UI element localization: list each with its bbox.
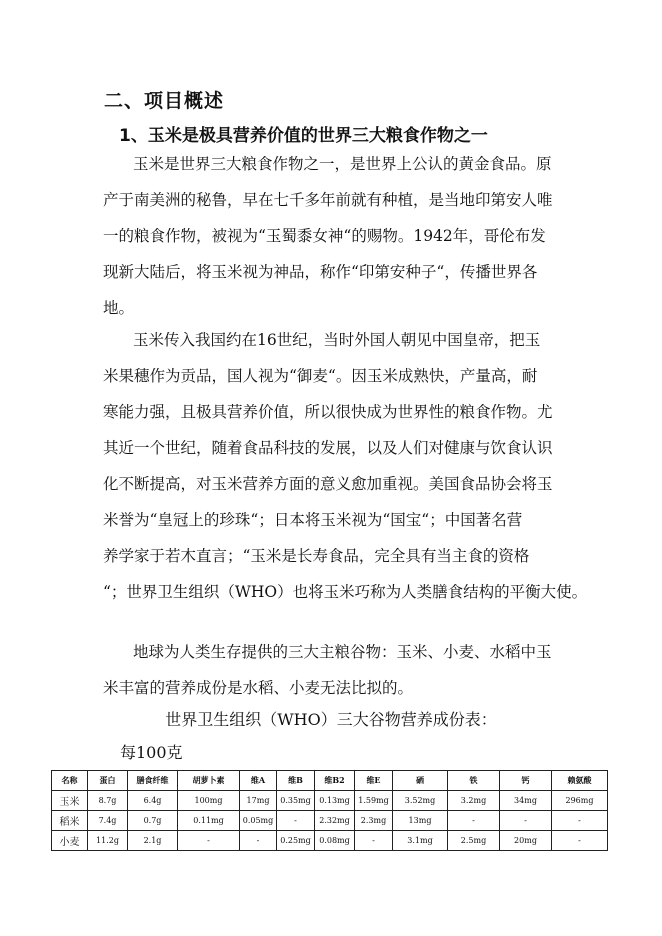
header-cell: 名称 — [52, 771, 88, 791]
table-header-row — [52, 771, 608, 791]
paragraph-line: 养学家于若木直言；“玉米是长寿食品，完全具有当主食的资格 — [103, 547, 530, 565]
paragraph-line: 玉米是世界三大粮食作物之一，是世界上公认的黄金食品。原 — [133, 155, 552, 173]
paragraph-1 — [103, 146, 553, 326]
paragraph-line: 地球为人类生存提供的三大主粮谷物：玉米、小麦、水稻中玉 — [133, 643, 552, 661]
table-cell: 7.4g — [88, 811, 128, 831]
header-cell: 赖氨酸 — [552, 771, 608, 791]
table-row — [52, 831, 608, 851]
table-cell: 0.11mg — [178, 811, 240, 831]
section-title: 二、项目概述 — [104, 90, 225, 112]
table-row — [52, 791, 608, 811]
table-cell: 0.25mg — [277, 831, 315, 851]
table-cell: 17mg — [240, 791, 277, 811]
table-cell: 0.7g — [128, 811, 178, 831]
paragraph-line: 米丰富的营养成份是水稻、小麦无法比拟的。 — [103, 679, 414, 697]
header-cell: 铁 — [448, 771, 500, 791]
table-cell: 2.3mg — [355, 811, 393, 831]
table-cell: 11.2g — [88, 831, 128, 851]
paragraph-line: 现新大陆后，将玉米视为神品，称作“印第安种子“，传播世界各 — [103, 263, 538, 281]
table-cell: - — [178, 831, 240, 851]
table-cell: 3.2mg — [448, 791, 500, 811]
paragraph-line: 米誉为“皇冠上的珍珠“；日本将玉米视为“国宝“；中国著名营 — [103, 511, 523, 529]
table-cell: 34mg — [500, 791, 552, 811]
table-cell: 3.52mg — [393, 791, 448, 811]
paragraph-line: 其近一个世纪，随着食品科技的发展，以及人们对健康与饮食认识 — [103, 439, 553, 457]
paragraph-line: 玉米传入我国约在16世纪，当时外国人朝见中国皇帝，把玉 — [133, 331, 541, 349]
table-cell: 6.4g — [128, 791, 178, 811]
table-cell: - — [277, 811, 315, 831]
table-cell: 13mg — [393, 811, 448, 831]
table-row — [52, 811, 608, 831]
table-cell: 100mg — [178, 791, 240, 811]
table-cell: 0.35mg — [277, 791, 315, 811]
table-cell: 0.05mg — [240, 811, 277, 831]
table-cell: 8.7g — [88, 791, 128, 811]
paragraph-line: 寒能力强，且极具营养价值，所以很快成为世界性的粮食作物。尤 — [103, 403, 553, 421]
table-cell: 1.59mg — [355, 791, 393, 811]
table-cell: 2.1g — [128, 831, 178, 851]
table-caption: 世界卫生组织（WHO）三大谷物营养成份表： — [165, 710, 497, 729]
table-cell: 2.5mg — [448, 831, 500, 851]
paragraph-3 — [103, 634, 553, 706]
paragraph-line: 化不断提高，对玉米营养方面的意义愈加重视。美国食品协会将玉 — [103, 475, 553, 493]
table-cell: - — [448, 811, 500, 831]
paragraph-2 — [103, 322, 588, 610]
table-cell: - — [355, 831, 393, 851]
table-cell: 296mg — [552, 791, 608, 811]
table-cell: 3.1mg — [393, 831, 448, 851]
paragraph-line: 米果穗作为贡品，国人视为“御麦“。因玉米成熟快，产量高，耐 — [103, 367, 538, 385]
paragraph-line: 产于南美洲的秘鲁，早在七千多年前就有种植，是当地印第安人唯 — [103, 191, 553, 209]
table-cell: - — [552, 831, 608, 851]
unit-label: 每100克 — [120, 743, 183, 762]
header-cell: 钙 — [500, 771, 552, 791]
subsection-title: 1、玉米是极具营养价值的世界三大粮食作物之一 — [119, 126, 488, 146]
header-cell: 维B — [277, 771, 315, 791]
nutrition-table — [51, 770, 608, 851]
header-cell: 维B2 — [315, 771, 355, 791]
paragraph-line: 地。 — [103, 299, 135, 317]
paragraph-line: 一的粮食作物，被视为“玉蜀黍女神“的赐物。1942年，哥伦布发 — [103, 227, 546, 245]
table-cell: 稻米 — [52, 811, 88, 831]
table-cell: - — [240, 831, 277, 851]
table-cell: - — [552, 811, 608, 831]
header-cell: 膳食纤维 — [128, 771, 178, 791]
table-cell: 0.13mg — [315, 791, 355, 811]
table-cell: - — [500, 811, 552, 831]
table-cell: 小麦 — [52, 831, 88, 851]
table-cell: 0.08mg — [315, 831, 355, 851]
table-cell: 20mg — [500, 831, 552, 851]
header-cell: 胡萝卜素 — [178, 771, 240, 791]
paragraph-line: “；世界卫生组织（WHO）也将玉米巧称为人类膳食结构的平衡大使。 — [103, 583, 588, 601]
header-cell: 硒 — [393, 771, 448, 791]
header-cell: 维E — [355, 771, 393, 791]
header-cell: 蛋白 — [88, 771, 128, 791]
header-cell: 维A — [240, 771, 277, 791]
table-cell: 2.32mg — [315, 811, 355, 831]
table-cell: 玉米 — [52, 791, 88, 811]
